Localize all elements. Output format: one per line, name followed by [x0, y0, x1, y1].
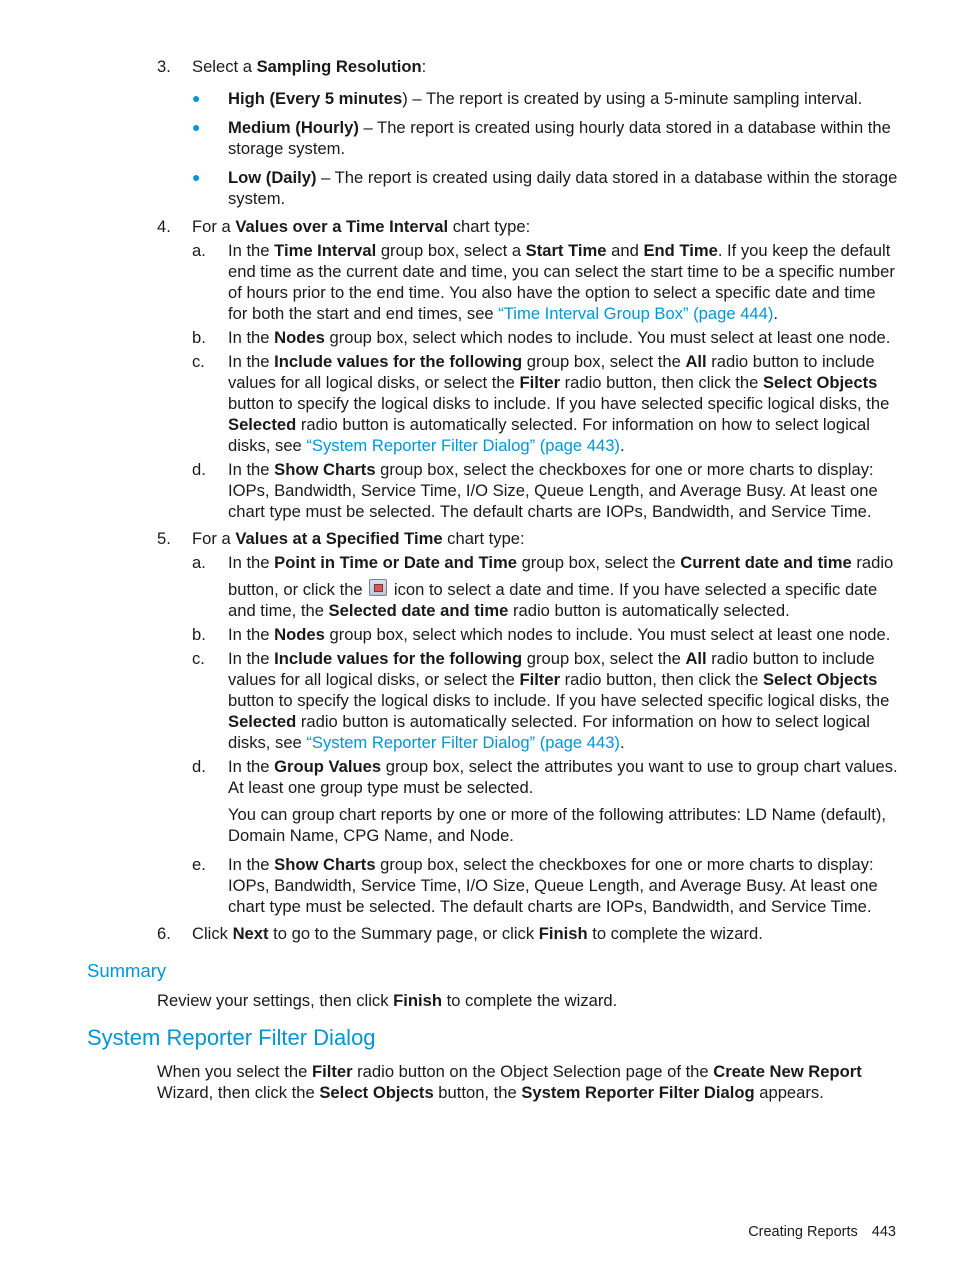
page-number: 443: [871, 1224, 896, 1240]
substep-label: b.: [192, 328, 206, 347]
step-text: Select a Sampling Resolution:: [192, 57, 427, 76]
calendar-icon[interactable]: [369, 579, 387, 596]
list-item: Low (Daily) – The report is created using daily data stored in a database within the storage system.: [228, 168, 898, 208]
substep-text: In the Include values for the following group box, select the All radio button to include values for all logical disks, or select the Filter radio button, then click the Select Objects button to specify the logical disks to include. If you have selected specific logical disks, the Selected radio button is automatically selected. For information on how to select logical disks, see “System Reporter Filter Dialog” (page 443).: [228, 649, 890, 752]
substep-label: e.: [192, 855, 206, 874]
substep-label: a.: [192, 241, 206, 260]
step-text: For a Values at a Specified Time chart type:: [192, 529, 525, 548]
step-number: 3.: [157, 57, 171, 76]
substep-label: c.: [192, 649, 205, 668]
substep-label: d.: [192, 460, 206, 479]
summary-paragraph: Review your settings, then click Finish to complete the wizard.: [157, 991, 618, 1010]
bullet-icon: ●: [192, 169, 201, 185]
substep-text: In the Nodes group box, select which nodes to include. You must select at least one node.: [228, 625, 891, 644]
substep-label: b.: [192, 625, 206, 644]
step-number: 6.: [157, 924, 171, 943]
substep-text: In the Group Values group box, select the attributes you want to use to group chart values. At least one group type must be selected.: [228, 757, 898, 797]
bullet-icon: ●: [192, 119, 201, 135]
substep-text: In the Include values for the following group box, select the All radio button to include values for all logical disks, or select the Filter radio button, then click the Select Objects button to specify the logical disks to include. If you have selected specific logical disks, the Selected radio button is automatically selected. For information on how to select logical disks, see “System Reporter Filter Dialog” (page 443).: [228, 352, 890, 455]
step-text: Click Next to go to the Summary page, or click Finish to complete the wizard.: [192, 924, 763, 943]
link-system-reporter-filter-dialog[interactable]: “System Reporter Filter Dialog” (page 443): [306, 733, 620, 752]
link-system-reporter-filter-dialog[interactable]: “System Reporter Filter Dialog” (page 443): [306, 436, 620, 455]
step-text: For a Values over a Time Interval chart type:: [192, 217, 531, 236]
substep-label: d.: [192, 757, 206, 776]
list-item: Medium (Hourly) – The report is created using hourly data stored in a database within the storage system.: [228, 118, 891, 158]
substep-text-continued: button, or click the icon to select a date and time. If you have selected a specific date and time, the Selected date and time radio button is automatically selected.: [228, 580, 878, 620]
substep-label: a.: [192, 553, 206, 572]
substep-text: In the Nodes group box, select which nodes to include. You must select at least one node.: [228, 328, 891, 347]
substep-text: In the Show Charts group box, select the checkboxes for one or more charts to display: IOPs, Bandwidth, Service Time, I/O Size, Queue Length, and Average Busy. At least one chart type must be selected. The default charts are IOPs, Bandwidth, and Service Time.: [228, 460, 878, 521]
substep-text: In the Time Interval group box, select a Start Time and End Time. If you keep the default end time as the current date and time, you can select the start time to be a specific number of hours prior to the end time. You also have the option to select a specific date and time for both the start and end times, see “Time Interval Group Box” (page 444).: [228, 241, 895, 323]
step-number: 4.: [157, 217, 171, 236]
section-heading-filter-dialog: System Reporter Filter Dialog: [87, 1025, 376, 1050]
substep-text: In the Show Charts group box, select the checkboxes for one or more charts to display: IOPs, Bandwidth, Service Time, I/O Size, Queue Length, and Average Busy. At least one chart type must be selected. The default charts are IOPs, Bandwidth, and Service Time.: [228, 855, 878, 916]
substep-label: c.: [192, 352, 205, 371]
substep-paragraph: You can group chart reports by one or more of the following attributes: LD Name (default), Domain Name, CPG Name, and Node.: [228, 805, 886, 845]
footer-section-title: Creating Reports: [748, 1224, 858, 1240]
section-heading-summary: Summary: [87, 960, 167, 981]
page-footer: [748, 1222, 896, 1243]
step-number: 5.: [157, 529, 171, 548]
filter-paragraph: When you select the Filter radio button on the Object Selection page of the Create New Report Wizard, then click the Select Objects button, the System Reporter Filter Dialog appears.: [157, 1062, 862, 1102]
list-item: High (Every 5 minutes) – The report is created by using a 5-minute sampling interval.: [228, 89, 863, 108]
substep-text: In the Point in Time or Date and Time group box, select the Current date and time radio: [228, 553, 894, 572]
link-time-interval-group-box[interactable]: “Time Interval Group Box” (page 444): [498, 304, 774, 323]
bullet-icon: ●: [192, 90, 201, 106]
